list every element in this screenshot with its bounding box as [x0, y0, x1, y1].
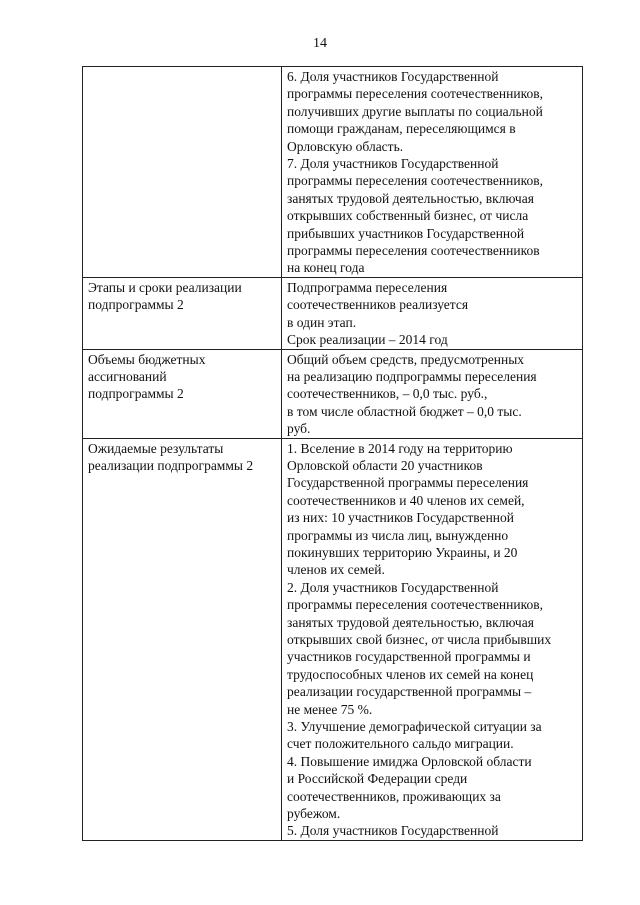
row-content-line: не менее 75 %.	[287, 701, 373, 717]
table-row	[83, 67, 583, 278]
row-content-line: 3. Улучшение демографической ситуации за	[287, 719, 542, 735]
row-content-line: 1. Вселение в 2014 году на территорию	[287, 440, 513, 456]
row-label-line: подпрограммы 2	[88, 297, 184, 313]
row-content-line: открывших свой бизнес, от числа прибывших	[287, 632, 552, 647]
table-row	[83, 349, 583, 438]
row-content-line: 5. Доля участников Государственной	[287, 823, 499, 839]
row-content-line: на конец года	[287, 260, 365, 276]
row-content-cell	[282, 438, 583, 840]
row-label-line: подпрограммы 2	[88, 386, 184, 402]
row-content-line: покинувших территорию Украины, и 20	[287, 544, 518, 560]
row-content-line: программы переселения соотечественников,	[287, 173, 543, 189]
row-content-line: трудоспособных членов их семей на конец	[287, 666, 534, 682]
row-content-cell	[282, 277, 583, 349]
row-content-line: руб.	[287, 421, 311, 437]
table-row	[83, 438, 583, 840]
row-content-line: в том числе областной бюджет – 0,0 тыс.	[287, 403, 522, 419]
table-row	[83, 277, 583, 349]
row-content-line: Общий объем средств, предусмотренных	[287, 351, 525, 367]
row-content-line: членов их семей.	[287, 562, 385, 578]
row-label-line: реализации подпрограммы 2	[88, 457, 254, 473]
row-label-cell	[83, 438, 282, 840]
page-number: 14	[313, 36, 327, 51]
row-content-line: на реализацию подпрограммы переселения	[287, 368, 537, 384]
row-content-line: прибывших участников Государственной	[287, 225, 525, 241]
row-content-line: соотечественников реализуется	[287, 297, 469, 313]
row-label-line: ассигнований	[88, 368, 167, 384]
row-content-line: 4. Повышение имиджа Орловской области	[287, 753, 532, 769]
row-content-line: Срок реализации – 2014 год	[287, 332, 448, 348]
row-content-line: рубежом.	[287, 806, 341, 822]
row-content-line: из них: 10 участников Государственной	[287, 510, 515, 526]
row-content-line: 2. Доля участников Государственной	[287, 579, 499, 595]
row-content-line: соотечественников и 40 членов их семей,	[287, 492, 525, 508]
row-content-line: занятых трудовой деятельностью, включая	[287, 614, 534, 630]
row-content-line: программы переселения соотечественников	[287, 243, 540, 259]
row-content-line: занятых трудовой деятельностью, включая	[287, 190, 534, 206]
row-content-line: программы переселения соотечественников,	[287, 597, 543, 613]
row-content-line: программы переселения соотечественников,	[287, 86, 543, 102]
row-content-line: 6. Доля участников Государственной	[287, 69, 499, 84]
row-content-line: счет положительного сальдо миграции.	[287, 736, 514, 752]
row-content-line: соотечественников, проживающих за	[287, 788, 501, 804]
row-content-line: Орловскую область.	[287, 138, 404, 154]
row-content-line: помощи гражданам, переселяющимся в	[287, 121, 516, 137]
row-label-line: Ожидаемые результаты	[88, 440, 224, 456]
row-label-line: Объемы бюджетных	[88, 351, 206, 367]
row-content-line: Государственной программы переселения	[287, 475, 529, 491]
row-label-cell	[83, 349, 282, 438]
row-content-line: Орловской области 20 участников	[287, 457, 483, 473]
subprogram-passport-table	[82, 66, 583, 841]
row-content-line: участников государственной программы и	[287, 649, 531, 665]
row-content-line: реализации государственной программы –	[287, 684, 532, 700]
row-label-cell	[83, 67, 282, 278]
row-content-line: соотечественников, – 0,0 тыс. руб.,	[287, 386, 488, 402]
row-content-line: и Российской Федерации среди	[287, 771, 468, 787]
row-content-line: получивших другие выплаты по социальной	[287, 103, 543, 119]
row-content-line: программы из числа лиц, вынужденно	[287, 527, 509, 543]
row-label-cell	[83, 277, 282, 349]
row-content-line: 7. Доля участников Государственной	[287, 156, 499, 172]
row-content-line: открывших собственный бизнес, от числа	[287, 208, 529, 224]
row-label-line: Этапы и сроки реализации	[88, 279, 242, 295]
row-content-cell	[282, 67, 583, 278]
row-content-cell	[282, 349, 583, 438]
row-content-line: Подпрограмма переселения	[287, 279, 448, 295]
row-content-line: в один этап.	[287, 314, 357, 330]
